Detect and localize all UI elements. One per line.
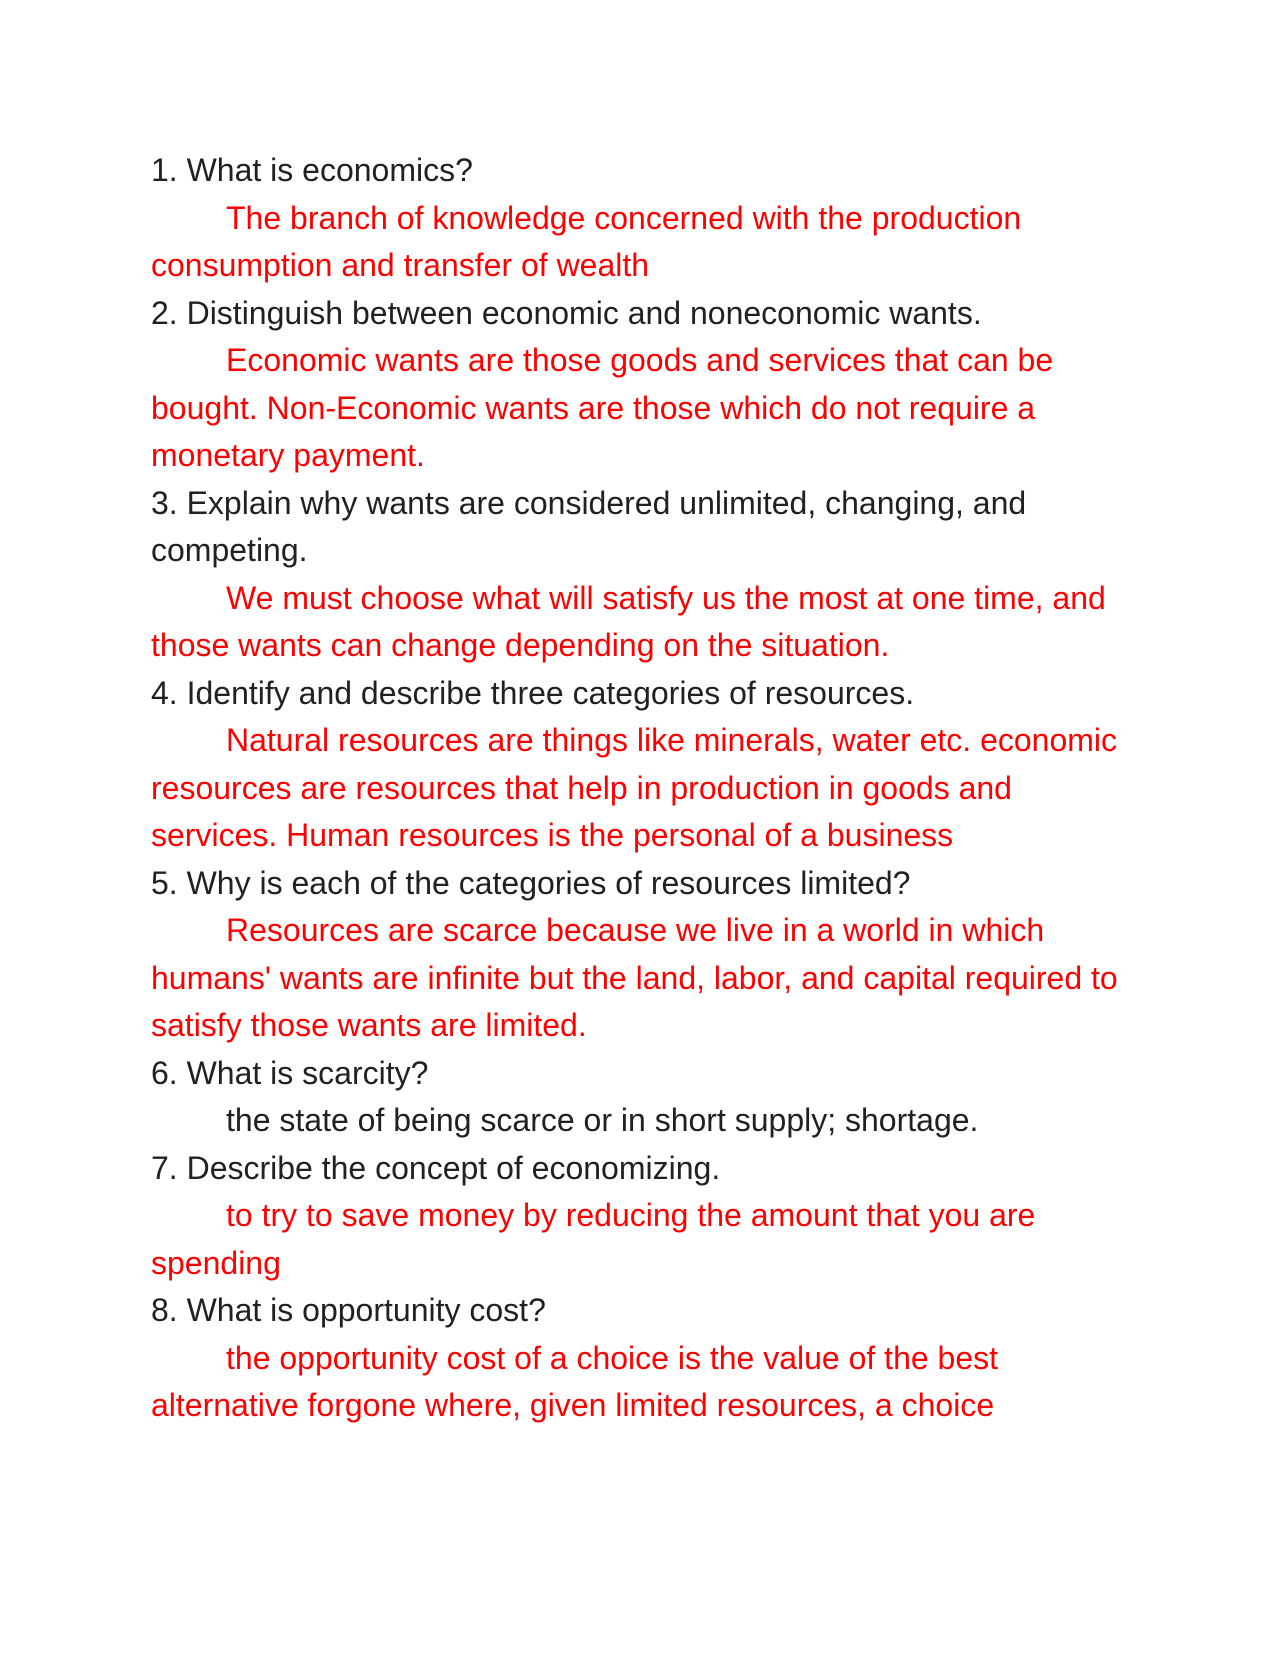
question-1: 1. What is economics? (151, 152, 473, 188)
answer-5: Resources are scarce because we live in a world in which humans' wants are infinite but the land, labor, and capital required to satisfy those wants are limited. (151, 912, 1118, 1043)
question-8: 8. What is opportunity cost? (151, 1292, 546, 1328)
question-6: 6. What is scarcity? (151, 1054, 429, 1091)
question-5: 5. Why is each of the categories of resources limited? (151, 864, 911, 901)
question-4: 4. Identify and describe three categories of resources. (151, 674, 915, 711)
question-3: 3. Explain why wants are considered unlimited, changing, and competing. (151, 484, 1027, 568)
answer-1: The branch of knowledge concerned with the production consumption and transfer of wealth (151, 199, 1022, 283)
answer-8: the opportunity cost of a choice is the value of the best alternative forgone where, given limited resources, a choice (151, 1339, 999, 1423)
answer-4: Natural resources are things like minerals, water etc. economic resources are resources that help in production in goods and services. Human resources is the personal of a business (151, 722, 1118, 853)
question-2: 2. Distinguish between economic and noneconomic wants. (151, 294, 982, 331)
answer-2: Economic wants are those goods and services that can be bought. Non-Economic wants are those which do not require a monetary payment. (151, 342, 1054, 473)
answer-7: to try to save money by reducing the amount that you are spending (151, 1197, 1036, 1281)
document-page (151, 147, 1131, 1430)
answer-3: We must choose what will satisfy us the most at one time, and those wants can change depending on the situation. (151, 579, 1106, 663)
question-7: 7. Describe the concept of economizing. (151, 1149, 721, 1186)
answer-6: the state of being scarce or in short supply; shortage. (226, 1102, 979, 1138)
